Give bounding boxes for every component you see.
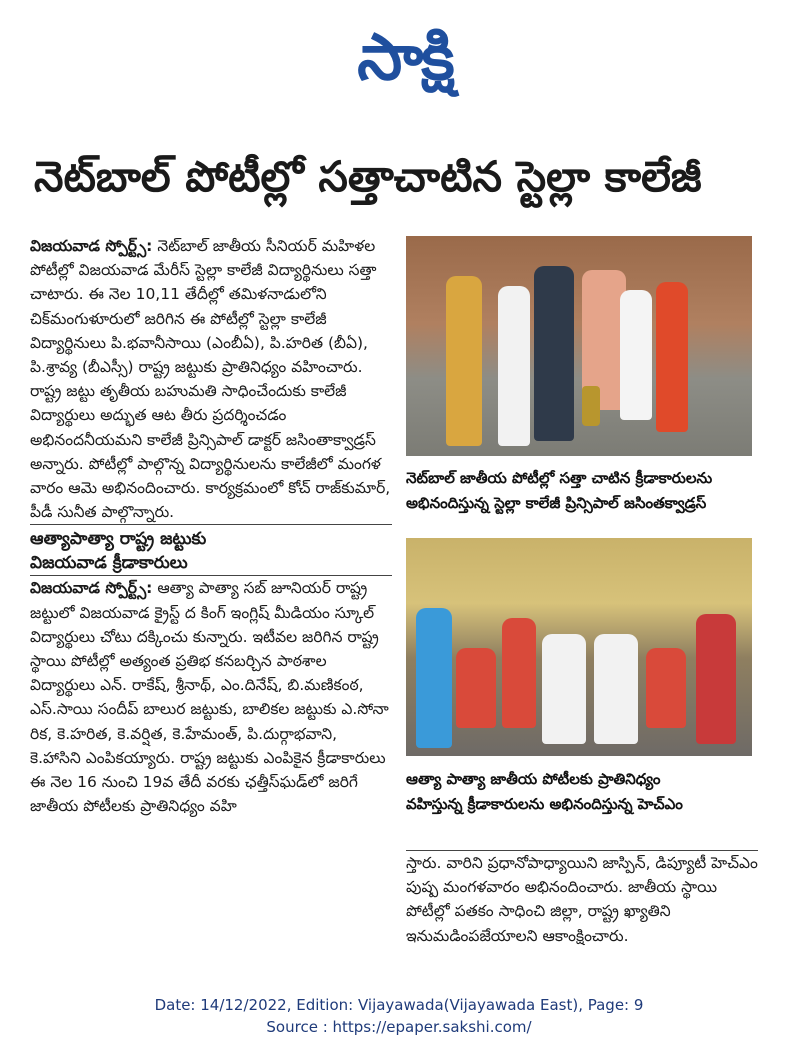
atya-patya-team-photo <box>406 538 752 756</box>
article-column-right-continuation <box>406 850 758 960</box>
article-headline: నెట్‌బాల్ పోటీల్లో సత్తాచాటిన స్టెల్లా కాలేజీ <box>34 152 702 201</box>
article2-subhead-line2: విజయవాడ క్రీడాకారులు <box>30 553 188 574</box>
article2-continuation: స్తారు. వారిని ప్రధానోపాధ్యాయిని జాస్పిన్, డిప్యూటీ హెచ్ఎం పుష్ప మంగళవారం అభినందించారు. జాతీయ స్థాయి పోటీల్లో పతకం సాధించి జిల్లా, రాష్ట్ర ఖ్యాతిని ఇనుమడింపజేయాలని ఆకాంక్షించారు. <box>406 850 758 948</box>
article2-subhead-line1: ఆత్యాపాత్యా రాష్ట్ర జట్టుకు <box>30 529 207 550</box>
footer-source: Source : https://epaper.sakshi.com/ <box>266 1018 532 1036</box>
page-footer <box>0 994 798 1038</box>
article1-dateline: విజయవాడ స్పోర్ట్స్: <box>30 237 153 255</box>
article2-paragraph <box>30 575 392 818</box>
photo2-caption-line1: ఆత్యా పాత్యా జాతీయ పోటీలకు ప్రాతినిధ్యం <box>406 770 661 788</box>
article1-body: నెట్‌బాల్ జాతీయ సీనియర్ మహిళల పోటీల్లో విజయవాడ మేరీస్ స్టెల్లా కాలేజీ విద్యార్థినులు సత్తా చాటారు. ఈ నెల 10,11 తేదీల్లో తమిళనాడులోని చిక్‌మంగుళూరులో జరిగిన ఈ పోటీల్లో స్టెల్లా కాలేజీ విద్యార్థినులు పి.భవానీసాయి (ఎంబీఏ), పి.హరిత (బీఏ), పి.శ్రావ్య (బీఎస్సీ) రాష్ట్ర జట్టుకు ప్రాతినిధ్యం వహించారు. రాష్ట్ర జట్టు తృతీయ బహుమతి సాధించేందుకు కాలేజీ విద్యార్థులు అద్భుత ఆట తీరు ప్రదర్శించడం అభినందనీయమని కాలేజీ ప్రిన్సిపాల్ డాక్టర్ జసింతాక్వాడ్రస్ అన్నారు. పోటీల్లో పాల్గొన్న విద్యార్థినులను కాలేజీలో మంగళ వారం ఆమె అభినందించారు. కార్యక్రమంలో కోచ్ రాజ్‌కుమార్, పీడీ సునీత పాల్గొన్నారు. <box>30 237 391 522</box>
photo2-caption <box>406 767 762 821</box>
article2-body: ఆత్యా పాత్యా సబ్ జూనియర్ రాష్ట్ర జట్టులో విజయవాడ క్రైస్ట్ ద కింగ్ ఇంగ్లిష్ మీడియం స్కూల్ విద్యార్థులు చోటు దక్కించు కున్నారు. ఇటీవల జరిగిన రాష్ట్ర స్థాయి పోటీల్లో అత్యంత ప్రతిభ కనబర్చిన పాఠశాల విద్యార్థులు ఎన్. రాకేష్, శ్రీనాథ్, ఎం.దినేష్, బి.మణికంఠ, ఎస్.సాయి సందీప్ బాలుర జట్టుకు, బాలికల జట్టుకు ఎ.సోనా రిక, కె.హరిత, కె.వర్షిత, కె.హేమంత్, పి.దుర్గాభవాని, కె.హాసిని ఎంపికయ్యారు. రాష్ట్ర జట్టుకు ఎంపికైన క్రీడాకారులు ఈ నెల 16 నుంచి 19వ తేదీ వరకు ఛత్తీస్‌ఘడ్‌లో జరిగే జాతీయ పోటీలకు ప్రాతినిధ్యం వహి <box>30 579 389 816</box>
article1-paragraph <box>30 234 392 524</box>
photo1-caption <box>406 466 756 520</box>
article-column-left <box>30 234 392 974</box>
newspaper-logo: సాక్షి <box>357 21 453 95</box>
article2-subhead <box>30 524 392 575</box>
photo1-caption-line2: అభినందిస్తున్న స్టెల్లా కాలేజీ ప్రిన్సిపాల్ జసింతక్వాడ్రస్ <box>406 494 707 512</box>
photo1-caption-line1: నెట్‌బాల్ జాతీయ పోటీల్లో సత్తా చాటిన క్రీడాకారులను <box>406 469 713 487</box>
netball-team-photo <box>406 236 752 456</box>
photo2-caption-line2: వహిస్తున్న క్రీడాకారులను అభినందిస్తున్న హెచ్‌ఎం <box>406 795 683 813</box>
footer-date-edition: Date: 14/12/2022, Edition: Vijayawada(Vijayawada East), Page: 9 <box>154 996 644 1014</box>
article2-dateline: విజయవాడ స్పోర్ట్స్: <box>30 579 153 598</box>
